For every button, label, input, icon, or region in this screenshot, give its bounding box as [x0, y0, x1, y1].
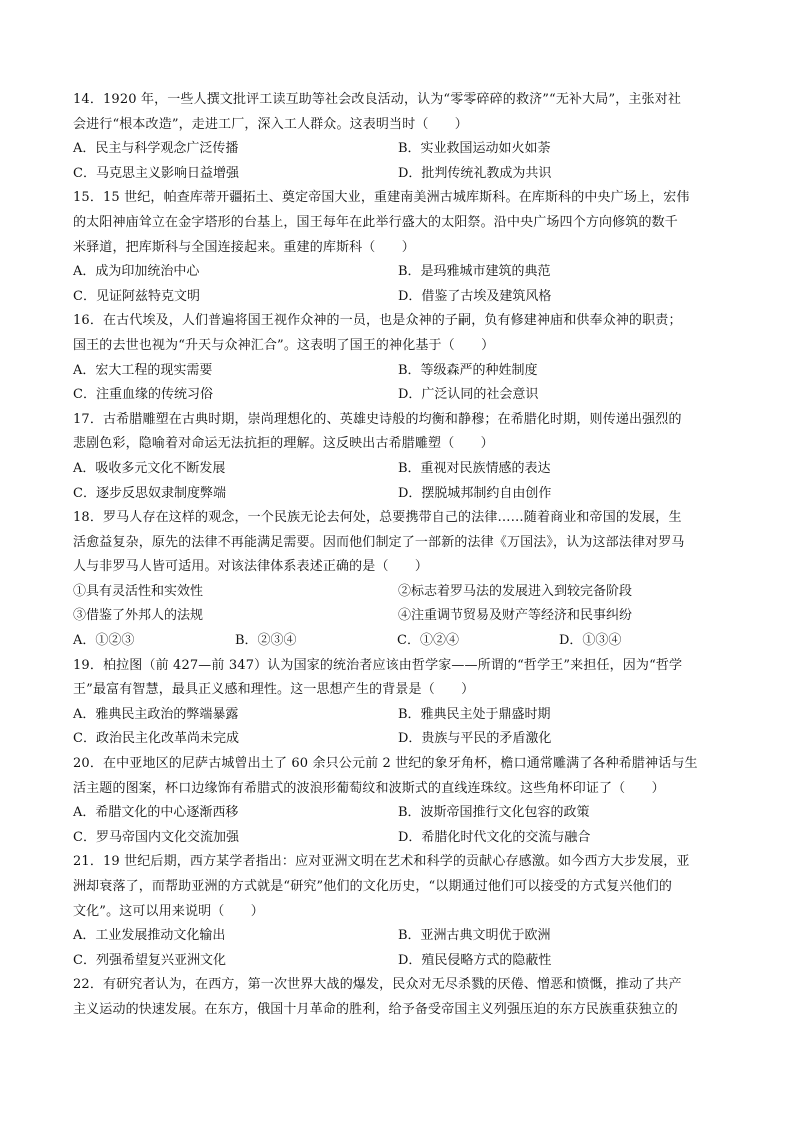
option-c: C．见证阿兹特克文明 [73, 288, 200, 304]
question-14 [73, 88, 728, 186]
statement-4: ④注重调节贸易及财产等经济和民事纠纷 [398, 608, 633, 624]
question-stem-line: 洲却衰落了，而帮助亚洲的方式就是“研究”他们的文化历史，“以期通过他们可以接受的方式复兴他们的 [73, 879, 672, 894]
option-c: C．逐步反思奴隶制度弊端 [73, 485, 226, 501]
option-b: B．是玛雅城市建筑的典范 [398, 264, 551, 280]
question-stem-line: 14．1920 年，一些人撰文批评工读互助等社会改良活动，认为“零零碎碎的救济”“无补大局”，主张对社 [73, 92, 681, 107]
question-stem-line: 22．有研究者认为，在西方，第一次世界大战的爆发，民众对无尽杀戮的厌倦、憎恶和愤慨，推动了共产 [73, 977, 682, 993]
question-15 [73, 186, 728, 309]
option-c: C．罗马帝国内文化交流加强 [73, 829, 239, 845]
question-stem-line: 会进行“根本改造”，走进工厂，深入工人群众。这表明当时（ ） [73, 116, 468, 132]
question-stem-line: 19．柏拉图（前 427—前 347）认为国家的统治者应该由哲学家——所谓的“哲学王”来担任，因为“哲学 [73, 657, 683, 673]
option-row [73, 285, 728, 310]
question-stem-line: 21．19 世纪后期，西方某学者指出：应对亚洲文明在艺术和科学的贡献心存感激。如今西方大步发展，亚 [73, 854, 690, 870]
question-stem-line: 的太阳神庙耸立在金字塔形的台基上，国王每年在此举行盛大的太阳祭。沿中央广场四个方向修筑的数千 [73, 214, 678, 230]
question-stem-line: 活主题的图案，杯口边缘饰有希腊式的波浪形葡萄纹和波斯式的直线连珠纹。这些角杯印证了（ ） [73, 780, 665, 796]
option-d: D．批判传统礼教成为共识 [398, 165, 552, 181]
option-a: A．民主与科学观念广泛传播 [73, 141, 239, 157]
question-stem-line: 米驿道，把库斯科与全国连接起来。重建的库斯科（ ） [73, 239, 415, 255]
option-c: C．①②④ [397, 633, 459, 649]
option-a: A．宏大工程的现实需要 [73, 362, 213, 378]
statement-3: ③借鉴了外邦人的法规 [73, 608, 204, 624]
option-b: B．雅典民主处于鼎盛时期 [398, 706, 551, 722]
question-22 [73, 973, 728, 1022]
question-stem-line: 17．古希腊雕塑在古典时期，崇尚理想化的、英雄史诗般的均衡和静穆；在希腊化时期，则传递出强烈的 [73, 411, 682, 427]
option-row [73, 949, 728, 974]
option-b: B．波斯帝国推行文化包容的政策 [398, 805, 590, 821]
statement-2: ②标志着罗马法的发展进入到较完备阶段 [398, 583, 633, 599]
option-a: A．雅典民主政治的弊端暴露 [73, 706, 239, 722]
option-row [73, 162, 728, 187]
option-row [73, 727, 728, 752]
option-row [73, 826, 728, 851]
option-b: B．重视对民族情感的表达 [398, 460, 551, 476]
question-21 [73, 850, 728, 973]
option-c: C．政治民主化改革尚未完成 [73, 731, 239, 747]
option-row [73, 137, 728, 162]
exam-page [73, 88, 728, 1023]
option-a: A．吸收多元文化不断发展 [73, 460, 226, 476]
option-d: D．贵族与平民的矛盾激化 [398, 731, 552, 747]
question-stem-line: 活愈益复杂，原先的法律不再能满足需要。因而他们制定了一部新的法律《万国法》，认为这部法律对罗马 [73, 534, 685, 550]
question-stem-line: 20．在中亚地区的尼萨古城曾出土了 60 余只公元前 2 世纪的象牙角杯，檐口通常雕满了各种希腊神话与生 [73, 756, 698, 772]
statement-row [73, 604, 728, 629]
option-c: C．注重血缘的传统习俗 [73, 387, 213, 403]
option-row [73, 457, 728, 482]
question-stem-line: 18．罗马人存在这样的观念，一个民族无论去何处，总要携带自己的法律……随着商业和帝国的发展，生 [73, 510, 682, 526]
question-16 [73, 309, 728, 407]
option-row [73, 924, 728, 949]
question-stem-line: 国王的去世也视为“升天与众神汇合”。这表明了国王的神化基于（ ） [73, 337, 495, 353]
question-stem-line: 人与非罗马人皆可适用。对该法律体系表述正确的是（ ） [73, 559, 429, 575]
question-18 [73, 506, 728, 654]
option-d: D．借鉴了古埃及建筑风格 [398, 288, 552, 304]
option-row [73, 260, 728, 285]
option-a: A．工业发展推动文化输出 [73, 928, 226, 944]
option-d: D．摆脱城邦制约自由创作 [398, 485, 552, 501]
option-row [73, 703, 728, 728]
option-a: A．成为印加统治中心 [73, 264, 200, 280]
option-row [73, 629, 728, 654]
option-a: A．希腊文化的中心逐渐西移 [73, 805, 239, 821]
option-d: D．殖民侵略方式的隐蔽性 [398, 952, 552, 968]
question-stem-line: 文化”。这可以用来说明（ ） [73, 903, 264, 919]
option-row [73, 801, 728, 826]
option-c: C．列强希望复兴亚洲文化 [73, 952, 226, 968]
question-stem-line: 王”最富有智慧，最具正义感和理性。这一思想产生的背景是（ ） [73, 682, 475, 698]
option-row [73, 359, 728, 384]
option-a: A．①②③ [73, 633, 135, 649]
option-row [73, 383, 728, 408]
question-17 [73, 408, 728, 506]
question-19 [73, 654, 728, 752]
option-b: B．②③④ [235, 633, 297, 649]
option-row [73, 482, 728, 507]
option-d: D．广泛认同的社会意识 [398, 387, 539, 403]
option-d: D．①③④ [559, 633, 622, 649]
question-20 [73, 752, 728, 850]
option-b: B．实业救国运动如火如荼 [398, 141, 551, 157]
question-stem-line: 悲剧色彩，隐喻着对命运无法抗拒的理解。这反映出古希腊雕塑（ ） [73, 436, 494, 452]
question-stem-line: 主义运动的快速发展。在东方，俄国十月革命的胜利，给予备受帝国主义列强压迫的东方民族重获独立的 [73, 1001, 678, 1017]
option-c: C．马克思主义影响日益增强 [73, 165, 239, 181]
question-stem-line: 15．15 世纪，帕查库蒂开疆拓土、奠定帝国大业，重建南美洲古城库斯科。在库斯科的中央广场上，宏伟 [73, 190, 690, 206]
question-stem-line: 16．在古代埃及，人们普遍将国王视作众神的一员，也是众神的子嗣，负有修建神庙和供奉众神的职责； [73, 313, 682, 329]
option-b: B．等级森严的种姓制度 [398, 362, 538, 378]
statement-1: ①具有灵活性和实效性 [73, 583, 204, 599]
statement-row [73, 580, 728, 605]
option-d: D．希腊化时代文化的交流与融合 [398, 829, 591, 845]
option-b: B．亚洲古典文明优于欧洲 [398, 928, 551, 944]
